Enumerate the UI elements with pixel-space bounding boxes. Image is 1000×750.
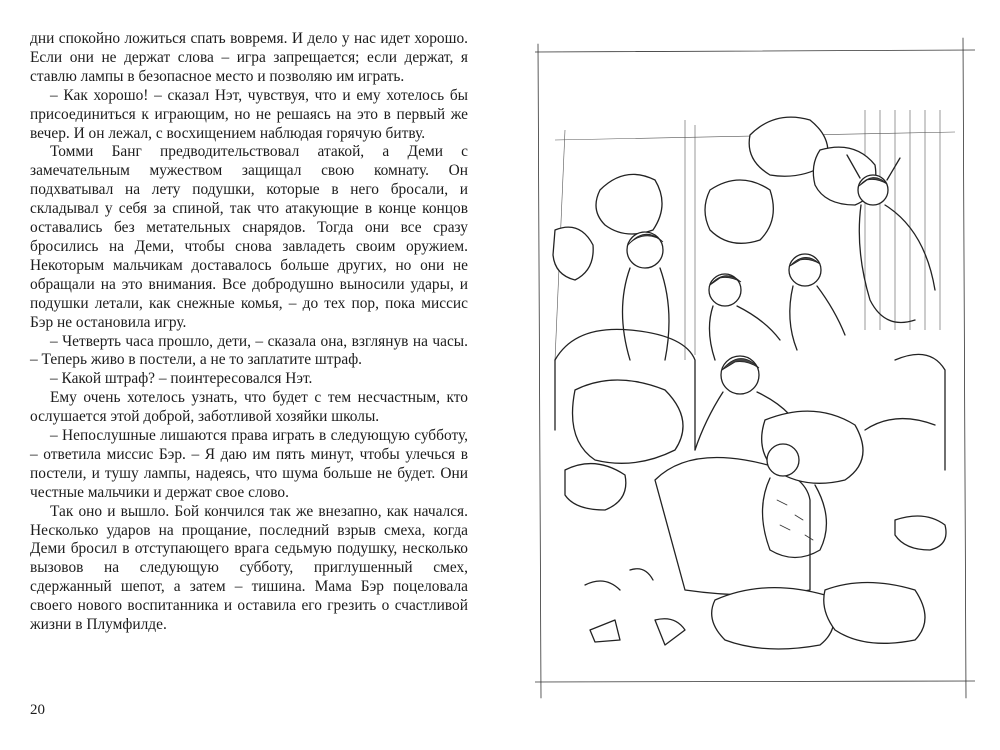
paragraph-8: Так оно и вышло. Бой кончился так же внезапно, как начался. Несколько ударов на прощание, последний взрыв смеха, когда Деми бросил в отступающего врага седьмую подушку, несколько вызовов на следующую субботу, приглушенный смех, сдержанный шепот, а затем – тишина. Мама Бэр поцеловала своего нового воспитанника и оставила его грезить о счастливой жизни в Плумфилде. (30, 502, 468, 634)
paragraph-7: – Непослушные лишаются права играть в следующую субботу, – ответила миссис Бэр. – Я даю им пять минут, чтобы улечься в постели, и тушу лампы, надеясь, что шума больше не будет. Они честные мальчики и держат свое слово. (30, 427, 468, 501)
page-number: 20 (30, 702, 45, 718)
paragraph-5: – Какой штраф? – поинтересовался Нэт. (50, 370, 313, 388)
pillow-fight-illustration (535, 30, 975, 710)
page-text (30, 30, 468, 635)
paragraph-2: – Как хорошо! – сказал Нэт, чувствуя, что и ему хотелось бы присоединиться к играющим, но не решаясь на это в первый же вечер. И он лежал, с восхищением наблюдая горячую битву. (30, 86, 468, 142)
flying-pillows (553, 117, 876, 280)
paragraph-1: дни спокойно ложиться спать вовремя. И дело у нас идет хорошо. Если они не держат слова – игра запрещается; если держат, я ставлю лампы в безопасное место и позволяю им играть. (30, 30, 468, 85)
paragraph-3: Томми Банг предводительствовал атакой, а Деми с замечательным мужеством защищал свою комнату. Он подхватывал на лету подушки, которые в него бросали, и складывал у себя за спиной, так что атакующие в конце концов оставались без метательных снарядов. Тогда они все сразу бросились на Деми, чтобы снова завладеть своим оружием. Некоторым мальчикам доставалось больше других, но они не обращали на это внимания. Все добродушно выносили удары, и подушки летали, как снежные комья, – до тех пор, пока миссис Бэр не остановила игру. (30, 143, 468, 331)
paragraph-4: – Четверть часа прошло, дети, – сказала она, взглянув на часы. – Теперь живо в постели, а не то заплатите штраф. (30, 332, 468, 369)
illustration-drawing (535, 30, 975, 710)
paragraph-6: Ему очень хотелось узнать, что будет с тем несчастным, кто ослушается этой доброй, заботливой хозяйки школы. (30, 389, 468, 426)
